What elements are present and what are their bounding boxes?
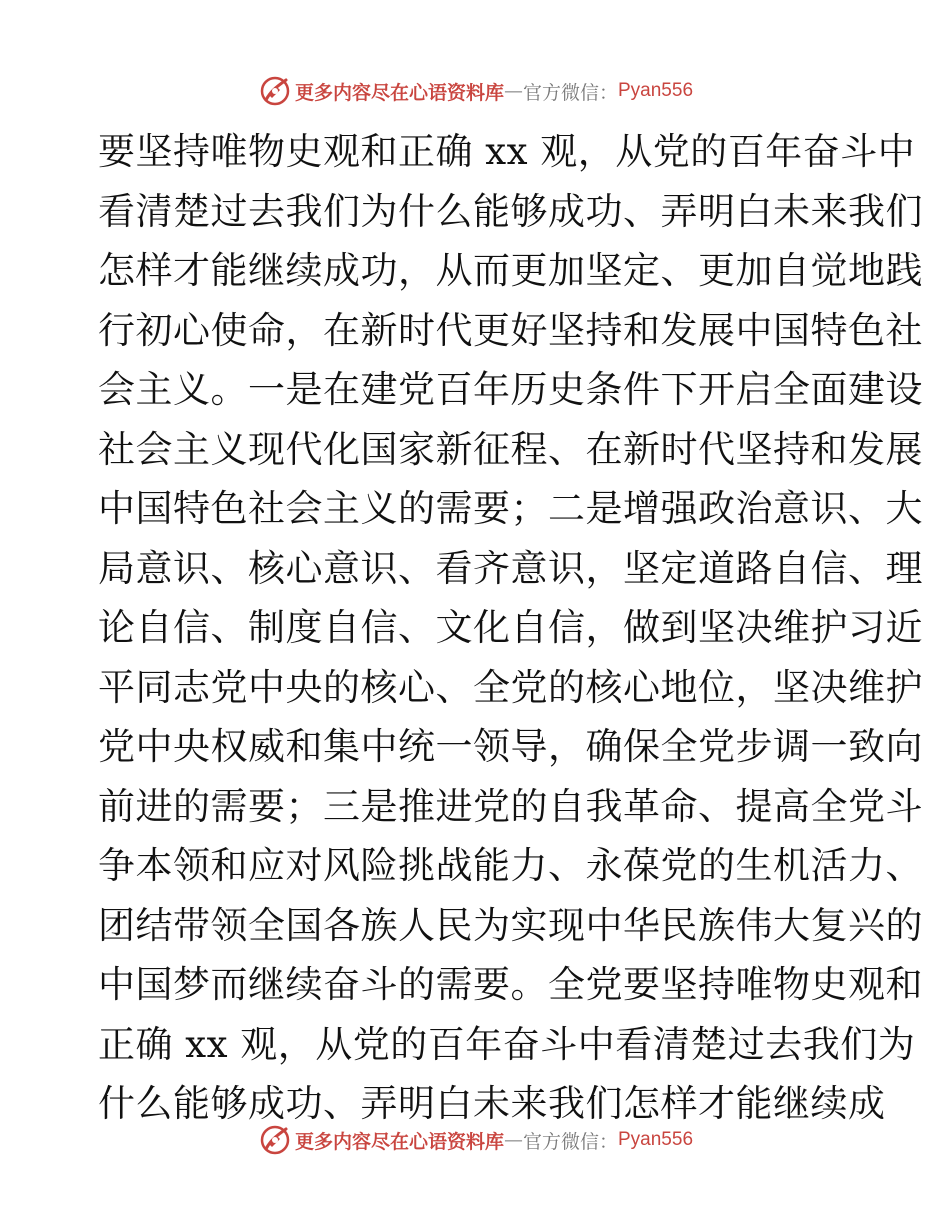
header-wechat-id: Pyan556 xyxy=(618,80,694,101)
header-library-text: 更多内容尽在心语资料库 xyxy=(294,81,504,104)
header-banner xyxy=(0,71,950,111)
body-line: 什么能够成功、弄明白未来我们怎样才能继续成 xyxy=(98,1082,886,1125)
body-line: 前进的需要；三是推进党的自我革命、提高全党斗 xyxy=(98,784,923,828)
body-line: 社会主义现代化国家新征程、在新时代坚持和发展 xyxy=(98,427,923,471)
body-line: 团结带领全国各族人民为实现中华民族伟大复兴的 xyxy=(98,903,923,947)
footer-library-text: 更多内容尽在心语资料库 xyxy=(294,1130,504,1153)
footer-wechat-id: Pyan556 xyxy=(618,1129,694,1150)
header-wechat-label: 官方微信： xyxy=(522,81,618,104)
body-line: 平同志党中央的核心、全党的核心地位，坚决维护 xyxy=(98,665,923,709)
ink-pen-logo-icon xyxy=(257,1122,293,1158)
body-line: 看清楚过去我们为什么能够成功、弄明白未来我们 xyxy=(98,189,923,233)
body-line: 正确 xx 观，从党的百年奋斗中看清楚过去我们为 xyxy=(98,1022,916,1066)
footer-wechat-label: 官方微信： xyxy=(522,1130,618,1153)
ink-pen-logo-icon xyxy=(257,73,293,109)
body-line: 中国梦而继续奋斗的需要。全党要坚持唯物史观和 xyxy=(98,963,923,1006)
footer-banner xyxy=(0,1120,950,1160)
body-line: 党中央权威和集中统一领导，确保全党步调一致向 xyxy=(98,725,923,768)
body-line: 要坚持唯物史观和正确 xx 观，从党的百年奋斗中 xyxy=(98,130,916,173)
document-body xyxy=(98,122,923,1134)
header-dash: — xyxy=(503,80,523,102)
body-line: 论自信、制度自信、文化自信，做到坚决维护习近 xyxy=(98,606,923,649)
body-line: 行初心使命，在新时代更好坚持和发展中国特色社 xyxy=(98,308,923,352)
body-line: 怎样才能继续成功，从而更加坚定、更加自觉地践 xyxy=(98,249,923,292)
body-line: 中国特色社会主义的需要；二是增强政治意识、大 xyxy=(98,487,923,530)
body-line: 局意识、核心意识、看齐意识，坚定道路自信、理 xyxy=(98,546,923,590)
body-line: 争本领和应对风险挑战能力、永葆党的生机活力、 xyxy=(98,844,923,887)
body-line: 会主义。一是在建党百年历史条件下开启全面建设 xyxy=(98,368,923,411)
footer-dash: — xyxy=(503,1129,523,1151)
